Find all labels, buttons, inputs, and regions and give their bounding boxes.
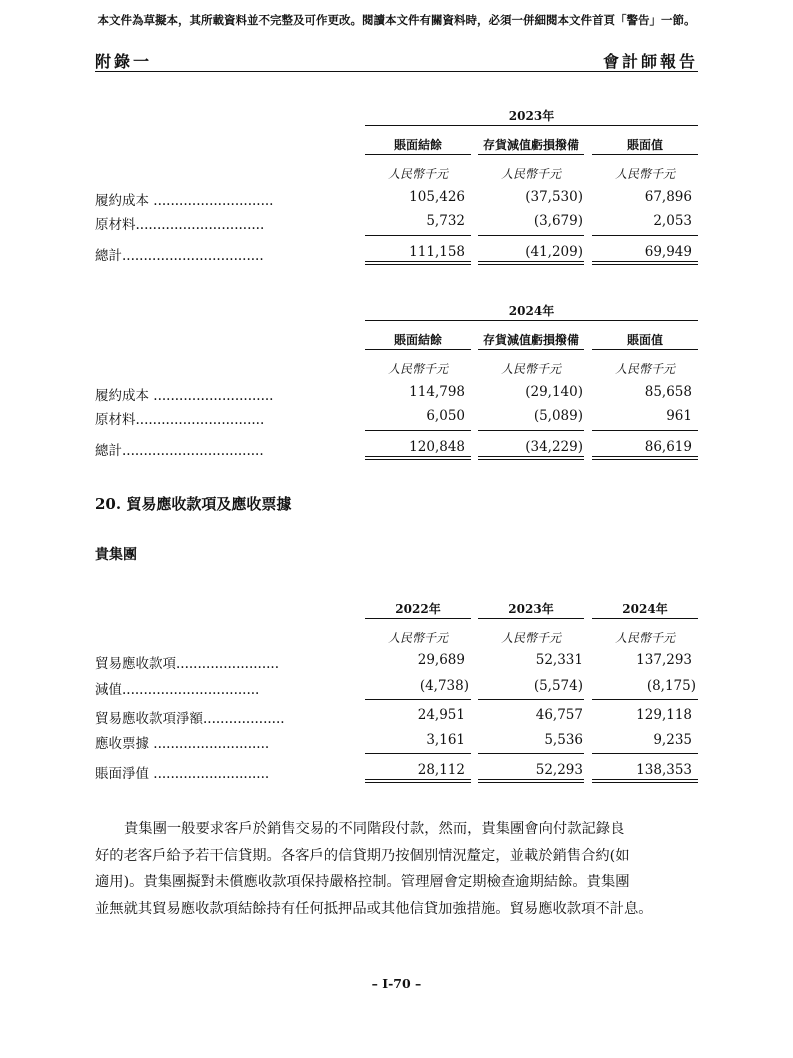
- cell-value: (3,679): [533, 213, 583, 229]
- appendix-title: 附錄一: [95, 52, 153, 71]
- column-header: 賬面結餘: [393, 333, 442, 347]
- total-double-rule: [478, 261, 584, 265]
- row-label: 減值................................: [95, 682, 260, 698]
- column-header: 賬面值: [626, 333, 663, 347]
- column-rule: [365, 154, 471, 155]
- paragraph-line: 貴集團一般要求客戶於銷售交易的不同階段付款，然而，貴集團會向付款記錄良: [124, 821, 625, 837]
- cell-value: (29,140): [525, 384, 583, 400]
- row-label: 總計.................................: [95, 443, 264, 459]
- column-rule: [478, 349, 584, 350]
- cell-value: (41,209): [525, 244, 583, 260]
- cell-value: 86,619: [644, 439, 692, 455]
- group-subheading: 貴集團: [95, 547, 137, 563]
- cell-value: 5,732: [426, 213, 465, 229]
- subtotal-rule: [478, 699, 584, 700]
- cell-value: 2,053: [653, 213, 692, 229]
- cell-value: 5,536: [544, 732, 583, 748]
- unit-label: 人民幣千元: [614, 362, 675, 376]
- year-header: 2024年: [622, 602, 668, 616]
- cell-value: 9,235: [653, 732, 692, 748]
- row-label: 應收票據 ...........................: [95, 736, 270, 752]
- column-rule: [365, 349, 471, 350]
- column-header: 存貨減值虧損撥備: [482, 138, 579, 152]
- cell-value: 28,112: [417, 762, 465, 778]
- row-label: 原材料..............................: [95, 217, 265, 233]
- year-rule: [365, 320, 698, 321]
- cell-value: 3,161: [426, 732, 465, 748]
- paragraph-line: 適用)。貴集團擬對未償應收款項保持嚴格控制。管理層會定期檢查逾期結餘。貴集團: [95, 874, 630, 890]
- cell-value: 120,848: [409, 439, 465, 455]
- cell-value: 129,118: [636, 707, 692, 723]
- subtotal-rule: [592, 430, 698, 431]
- cell-value: (5,089): [533, 408, 583, 424]
- cell-value: 138,353: [636, 762, 692, 778]
- unit-label: 人民幣千元: [614, 167, 675, 181]
- total-double-rule: [592, 456, 698, 460]
- year-header: 2023年: [508, 602, 554, 616]
- year-header: 2023年: [508, 109, 555, 123]
- cell-value: 137,293: [636, 652, 692, 668]
- cell-value: 67,896: [644, 189, 692, 205]
- cell-value: 105,426: [409, 189, 465, 205]
- subtotal-rule: [592, 753, 698, 754]
- subtotal-rule: [592, 699, 698, 700]
- subtotal-rule: [365, 235, 471, 236]
- draft-disclaimer: 本文件為草擬本，其所載資料並不完整及可作更改。閱讀本文件有關資料時，必須一併細閱本文件首頁「警告」一節。: [97, 13, 696, 27]
- cell-value: 961: [666, 408, 692, 424]
- row-label: 履約成本 ............................: [95, 193, 274, 209]
- total-double-rule: [478, 456, 584, 460]
- cell-value: 52,293: [535, 762, 583, 778]
- column-rule: [478, 618, 584, 619]
- total-double-rule: [365, 261, 471, 265]
- row-label: 貿易應收款項淨額...................: [95, 711, 285, 727]
- cell-value: (37,530): [525, 189, 583, 205]
- row-label: 賬面淨值 ...........................: [95, 766, 270, 782]
- cell-value: 111,158: [409, 244, 465, 260]
- total-double-rule: [365, 779, 471, 783]
- year-header: 2024年: [508, 304, 555, 318]
- cell-value: 85,658: [644, 384, 692, 400]
- column-rule: [365, 618, 471, 619]
- cell-value: 52,331: [535, 652, 583, 668]
- year-rule: [365, 125, 698, 126]
- row-label: 總計.................................: [95, 248, 264, 264]
- subtotal-rule: [478, 430, 584, 431]
- cell-value: (4,738): [419, 678, 469, 694]
- unit-label: 人民幣千元: [500, 631, 561, 645]
- subtotal-rule: [592, 235, 698, 236]
- row-label: 貿易應收款項........................: [95, 656, 279, 672]
- subtotal-rule: [365, 699, 471, 700]
- column-rule: [478, 154, 584, 155]
- column-header: 存貨減值虧損撥備: [482, 333, 579, 347]
- column-rule: [592, 618, 698, 619]
- credit-policy-paragraph: [95, 816, 698, 922]
- column-rule: [592, 349, 698, 350]
- subtotal-rule: [365, 753, 471, 754]
- unit-label: 人民幣千元: [387, 362, 448, 376]
- subtotal-rule: [478, 753, 584, 754]
- year-header: 2022年: [395, 602, 441, 616]
- cell-value: (8,175): [646, 678, 696, 694]
- unit-label: 人民幣千元: [500, 167, 561, 181]
- cell-value: 69,949: [644, 244, 692, 260]
- total-double-rule: [478, 779, 584, 783]
- cell-value: (5,574): [533, 678, 583, 694]
- unit-label: 人民幣千元: [387, 167, 448, 181]
- paragraph-line: 好的老客戶給予若干信貸期。各客戶的信貸期乃按個別情況釐定，並載於銷售合約(如: [95, 847, 630, 864]
- row-label: 履約成本 ............................: [95, 388, 274, 404]
- subtotal-rule: [365, 430, 471, 431]
- paragraph-line: 並無就其貿易應收款項結餘持有任何抵押品或其他信貸加強措施。貿易應收款項不計息。: [95, 900, 653, 917]
- cell-value: 24,951: [417, 707, 465, 723]
- total-double-rule: [592, 261, 698, 265]
- header-divider: [95, 71, 698, 72]
- cell-value: 29,689: [417, 652, 465, 668]
- cell-value: 6,050: [426, 408, 465, 424]
- cell-value: (34,229): [525, 439, 583, 455]
- column-rule: [592, 154, 698, 155]
- column-header: 賬面結餘: [393, 138, 442, 152]
- unit-label: 人民幣千元: [614, 631, 675, 645]
- unit-label: 人民幣千元: [387, 631, 448, 645]
- cell-value: 114,798: [409, 384, 465, 400]
- section-title: 20. 貿易應收款項及應收票據: [95, 495, 292, 513]
- subtotal-rule: [478, 235, 584, 236]
- page-number: – I-70 –: [371, 976, 422, 991]
- column-header: 賬面值: [626, 138, 663, 152]
- row-label: 原材料..............................: [95, 412, 265, 428]
- report-title: 會計師報告: [602, 52, 698, 71]
- total-double-rule: [592, 779, 698, 783]
- total-double-rule: [365, 456, 471, 460]
- cell-value: 46,757: [535, 707, 583, 723]
- unit-label: 人民幣千元: [500, 362, 561, 376]
